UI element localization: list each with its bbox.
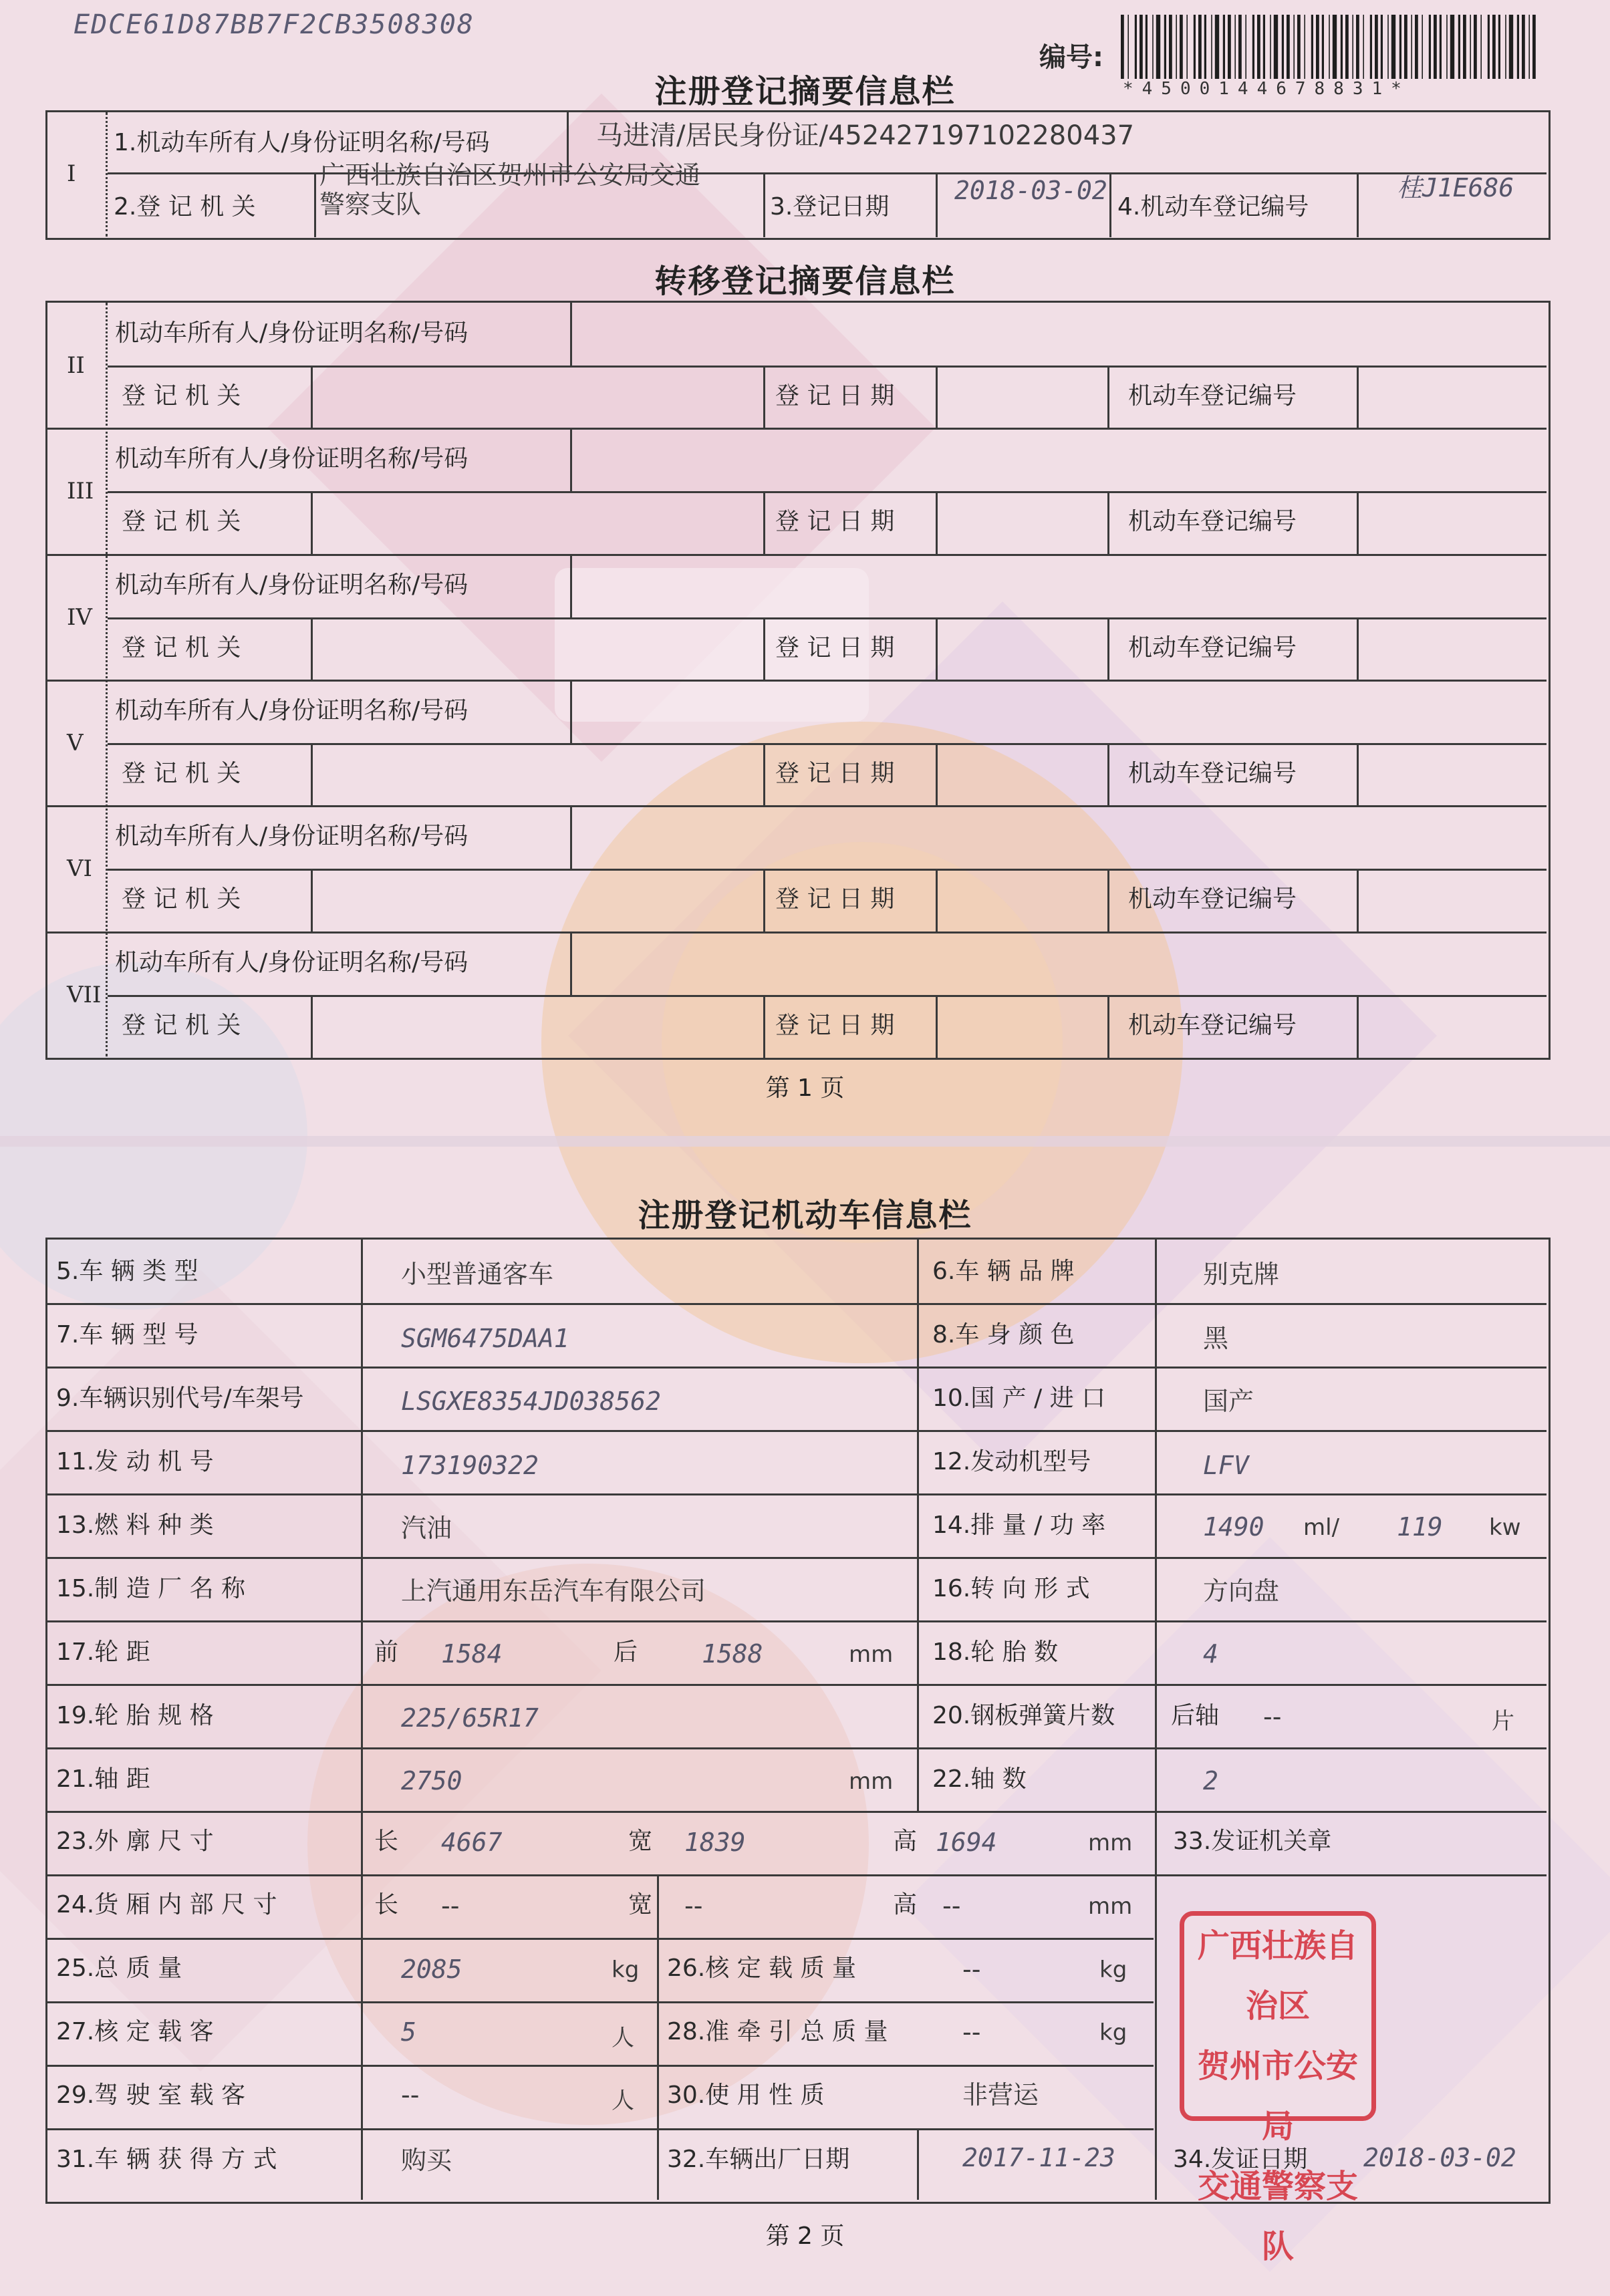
transfer-roman-numeral: VII <box>67 981 102 1008</box>
leaf-spring-label: 20.钢板弹簧片数 <box>932 1702 1115 1729</box>
cargo-dimensions-unit: mm <box>1088 1893 1133 1920</box>
track-width-label: 17.轮 距 <box>56 1638 150 1666</box>
registration-summary-title: 注册登记摘要信息栏 <box>654 73 956 110</box>
transfer-authority-label: 登 记 机 关 <box>122 633 241 662</box>
track-rear-label: 后 <box>614 1638 638 1666</box>
displacement-value: 1490 <box>1203 1512 1264 1542</box>
registration-number-label: 4.机动车登记编号 <box>1117 193 1309 221</box>
document-serial: EDCE61D87BB7F2CB3508308 <box>74 9 475 40</box>
steering-value: 方向盘 <box>1203 1576 1280 1606</box>
vehicle-model-label: 7.车 辆 型 号 <box>56 1321 198 1348</box>
track-rear-value: 1588 <box>702 1639 763 1669</box>
leaf-spring-unit: 片 <box>1492 1708 1514 1735</box>
wheelbase-unit: mm <box>849 1768 894 1795</box>
track-front-value: 1584 <box>441 1639 503 1669</box>
power-unit: kw <box>1489 1514 1521 1541</box>
transfer-roman-numeral: II <box>67 352 85 379</box>
transfer-regno-label: 机动车登记编号 <box>1128 1011 1297 1039</box>
transfer-roman-numeral: VI <box>67 855 92 883</box>
transfer-date-label: 登 记 日 期 <box>775 759 895 787</box>
outer-dimensions-unit: mm <box>1088 1830 1133 1856</box>
axle-count-value: 2 <box>1203 1766 1218 1796</box>
transfer-date-label: 登 记 日 期 <box>775 1011 895 1039</box>
wheelbase-label: 21.轴 距 <box>56 1765 150 1793</box>
rated-load-unit: kg <box>1099 1957 1127 1983</box>
transfer-regno-label: 机动车登记编号 <box>1128 382 1297 410</box>
body-color-label: 8.车 身 颜 色 <box>932 1321 1075 1348</box>
cargo-height-label: 高 <box>893 1891 918 1918</box>
engine-number-value: 173190322 <box>401 1451 539 1480</box>
authority-value-line1: 广西壮族自治区贺州市公安局交通 <box>319 160 701 190</box>
transfer-authority-label: 登 记 机 关 <box>122 885 241 913</box>
outer-height-label: 高 <box>893 1828 918 1855</box>
vin-label: 9.车辆识别代号/车架号 <box>56 1385 304 1412</box>
cab-passengers-label: 29.驾 驶 室 载 客 <box>56 2082 246 2109</box>
authority-value-line2: 警察支队 <box>319 190 422 219</box>
transfer-authority-label: 登 记 机 关 <box>122 382 241 410</box>
transfer-regno-label: 机动车登记编号 <box>1128 508 1297 536</box>
displacement-power-label: 14.排 量 / 功 率 <box>932 1512 1106 1539</box>
issuing-authority-seal-label: 33.发证机关章 <box>1173 1828 1332 1855</box>
transfer-regno-label: 机动车登记编号 <box>1128 885 1297 913</box>
wheelbase-value: 2750 <box>401 1766 462 1796</box>
seal-line-3: 交通警察支队 <box>1197 2168 1358 2265</box>
vehicle-type-label: 5.车 辆 类 型 <box>56 1258 198 1285</box>
transfer-owner-label: 机动车所有人/身份证明名称/号码 <box>115 319 468 347</box>
towing-mass-value: -- <box>962 2017 981 2047</box>
fuel-type-label: 13.燃 料 种 类 <box>56 1512 214 1539</box>
document-number: *4500144678831* <box>1123 79 1410 99</box>
outer-length-label: 长 <box>374 1828 399 1855</box>
roman-numeral: I <box>67 160 76 187</box>
registration-date-label: 3.登记日期 <box>770 193 890 221</box>
authority-label: 2.登 记 机 关 <box>114 193 256 221</box>
transfer-owner-label: 机动车所有人/身份证明名称/号码 <box>115 571 468 599</box>
seal-line-2: 贺州市公安局 <box>1197 2047 1358 2145</box>
registration-date-value: 2018-03-02 <box>954 176 1107 205</box>
outer-height-value: 1694 <box>936 1828 997 1857</box>
track-unit: mm <box>849 1641 894 1668</box>
towing-mass-label: 28.准 牵 引 总 质 量 <box>667 2018 888 2045</box>
gross-mass-value: 2085 <box>401 1955 462 1984</box>
tire-count-label: 18.轮 胎 数 <box>932 1638 1059 1666</box>
axle-count-label: 22.轴 数 <box>932 1765 1027 1793</box>
transfer-roman-numeral: IV <box>67 603 92 631</box>
outer-length-value: 4667 <box>441 1828 503 1857</box>
origin-label: 10.国 产 / 进 口 <box>932 1385 1106 1412</box>
leaf-spring-axle: 后轴 <box>1171 1702 1220 1729</box>
outer-width-value: 1839 <box>684 1828 746 1857</box>
usage-nature-label: 30.使 用 性 质 <box>667 2082 825 2109</box>
vehicle-model-value: SGM6475DAA1 <box>401 1324 569 1353</box>
cargo-length-label: 长 <box>374 1891 399 1918</box>
cab-passengers-unit: 人 <box>612 2088 634 2114</box>
document-number-label: 编号: <box>1039 42 1103 73</box>
gross-mass-label: 25.总 质 量 <box>56 1955 182 1982</box>
transfer-roman-numeral: III <box>67 478 94 505</box>
page-number-1: 第 1 页 <box>765 1074 845 1102</box>
manufacturer-label: 15.制 造 厂 名 称 <box>56 1575 246 1602</box>
engine-number-label: 11.发 动 机 号 <box>56 1448 214 1475</box>
transfer-summary-title: 转移登记摘要信息栏 <box>654 263 956 300</box>
registration-number-value: 桂J1E686 <box>1397 173 1514 202</box>
manufacture-date-value: 2017-11-23 <box>962 2143 1115 2172</box>
tire-count-value: 4 <box>1203 1639 1218 1669</box>
transfer-date-label: 登 记 日 期 <box>775 885 895 913</box>
transfer-authority-label: 登 记 机 关 <box>122 759 241 787</box>
acquisition-method-value: 购买 <box>401 2146 452 2175</box>
cargo-box-dimensions-label: 24.货 厢 内 部 尺 寸 <box>56 1891 277 1918</box>
transfer-owner-label: 机动车所有人/身份证明名称/号码 <box>115 948 468 976</box>
steering-label: 16.转 向 形 式 <box>932 1575 1090 1602</box>
leaf-spring-value: -- <box>1263 1702 1282 1731</box>
transfer-owner-label: 机动车所有人/身份证明名称/号码 <box>115 445 468 473</box>
rated-passengers-unit: 人 <box>612 2025 634 2051</box>
rated-load-value: -- <box>962 1955 981 1984</box>
cargo-width-label: 宽 <box>628 1891 653 1918</box>
usage-nature-value: 非营运 <box>962 2080 1039 2110</box>
transfer-owner-label: 机动车所有人/身份证明名称/号码 <box>115 696 468 724</box>
vehicle-brand-label: 6.车 辆 品 牌 <box>932 1258 1075 1285</box>
page-number-2: 第 2 页 <box>765 2222 845 2250</box>
rated-passengers-value: 5 <box>401 2017 416 2047</box>
outer-width-label: 宽 <box>628 1828 653 1855</box>
transfer-roman-numeral: V <box>67 729 84 756</box>
engine-model-value: LFV <box>1203 1451 1249 1480</box>
owner-label: 1.机动车所有人/身份证明名称/号码 <box>114 129 490 156</box>
engine-model-label: 12.发动机型号 <box>932 1448 1091 1475</box>
vehicle-brand-value: 别克牌 <box>1203 1260 1280 1289</box>
acquisition-method-label: 31.车 辆 获 得 方 式 <box>56 2146 277 2173</box>
cargo-length-value: -- <box>441 1891 460 1920</box>
origin-value: 国产 <box>1203 1387 1254 1416</box>
issue-date-label: 34.发证日期 <box>1173 2146 1308 2173</box>
transfer-authority-label: 登 记 机 关 <box>122 1011 241 1039</box>
seal-line-1: 广西壮族自治区 <box>1197 1927 1358 2025</box>
manufacturer-value: 上汽通用东岳汽车有限公司 <box>401 1576 706 1606</box>
cargo-height-value: -- <box>942 1891 961 1920</box>
cargo-width-value: -- <box>684 1891 703 1920</box>
tire-spec-label: 19.轮 胎 规 格 <box>56 1702 214 1729</box>
transfer-owner-label: 机动车所有人/身份证明名称/号码 <box>115 823 468 851</box>
gross-mass-unit: kg <box>612 1957 640 1983</box>
track-front-label: 前 <box>374 1638 399 1666</box>
transfer-regno-label: 机动车登记编号 <box>1128 759 1297 787</box>
outer-dimensions-label: 23.外 廓 尺 寸 <box>56 1828 214 1855</box>
tire-spec-value: 225/65R17 <box>401 1703 539 1733</box>
rated-passengers-label: 27.核 定 载 客 <box>56 2018 214 2045</box>
towing-mass-unit: kg <box>1099 2019 1127 2046</box>
body-color-value: 黑 <box>1203 1324 1229 1353</box>
fuel-type-value: 汽油 <box>401 1514 452 1543</box>
issue-date-value: 2018-03-02 <box>1363 2143 1516 2172</box>
transfer-authority-label: 登 记 机 关 <box>122 508 241 536</box>
transfer-regno-label: 机动车登记编号 <box>1128 633 1297 662</box>
vehicle-info-title: 注册登记机动车信息栏 <box>638 1197 972 1234</box>
power-value: 119 <box>1397 1512 1443 1542</box>
vehicle-type-value: 小型普通客车 <box>401 1260 554 1289</box>
manufacture-date-label: 32.车辆出厂日期 <box>667 2146 850 2173</box>
owner-value: 马进清/居民身份证/452427197102280437 <box>596 120 1135 151</box>
cab-passengers-value: -- <box>401 2080 420 2110</box>
rated-load-label: 26.核 定 载 质 量 <box>667 1955 857 1982</box>
vin-value: LSGXE8354JD038562 <box>401 1387 661 1416</box>
transfer-date-label: 登 记 日 期 <box>775 633 895 662</box>
transfer-date-label: 登 记 日 期 <box>775 382 895 410</box>
transfer-date-label: 登 记 日 期 <box>775 508 895 536</box>
displacement-unit: ml/ <box>1303 1514 1340 1541</box>
